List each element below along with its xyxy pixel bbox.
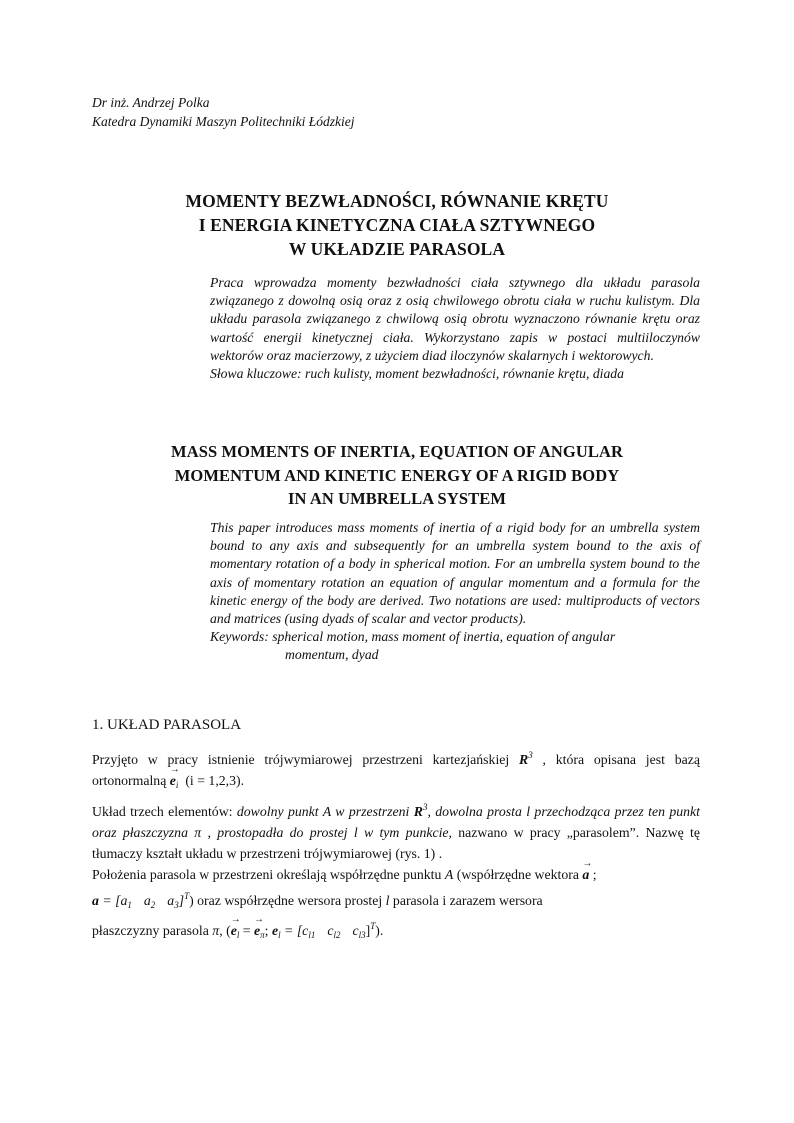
superscript-T: T xyxy=(370,921,376,932)
subscript: 3 xyxy=(174,899,179,910)
symbol-R: R xyxy=(519,752,529,767)
subscript: i xyxy=(175,780,179,791)
vector-e: → e xyxy=(231,920,237,941)
section-body xyxy=(92,745,700,946)
symbol-pi: π xyxy=(212,923,220,939)
title-english xyxy=(92,440,702,511)
title-en-line1: MASS MOMENTS OF INERTIA, EQUATION OF ANGULAR xyxy=(171,442,623,461)
subscript: l xyxy=(236,930,240,941)
author-name: Dr inż. Andrzej Polka xyxy=(92,95,210,110)
abstract-pl-text: Praca wprowadza momenty bezwładności ciała sztywnego dla układu parasola związanego z dowolną osią oraz z osią chwilowego obrotu ciała w ruchu kulistym. Dla układu parasola związanego z chwilową osią obrotu wyznaczono równanie krętu oraz wartość energii kinetycznej ciała. Wykorzystano zapis w postaci multiiloczynów wektorów oraz macierzowy, z użyciem diad iloczynów skalarnych i wektorowych. xyxy=(210,275,700,363)
text-span: Układ trzech elementów: xyxy=(92,803,237,819)
paragraph-2 xyxy=(92,797,700,865)
title-polish xyxy=(92,189,702,261)
text-span: (współrzędne wektora xyxy=(453,867,583,883)
text-span: (i = 1,2,3). xyxy=(185,773,245,789)
text-span: ; xyxy=(589,867,597,883)
abstract-pl-keywords: Słowa kluczowe: ruch kulisty, moment bezwładności, równanie krętu, diada xyxy=(210,366,624,382)
subscript: l2 xyxy=(333,930,341,941)
paragraph-3 xyxy=(92,864,700,946)
text-span: , która opisana jest bazą ortonormalną xyxy=(92,752,700,789)
text-span: ). xyxy=(375,923,384,939)
section-heading: 1. UKŁAD PARASOLA xyxy=(92,717,242,733)
abstract-en-keywords: Keywords: spherical motion, mass moment of inertia, equation of angular xyxy=(210,629,616,645)
symbol-e-bold: e xyxy=(271,923,279,939)
text-span: ; xyxy=(264,923,272,939)
abstract-english xyxy=(210,519,700,665)
subscript: 2 xyxy=(150,899,156,910)
symbol-c: c xyxy=(352,923,359,939)
text-span: , dowolna prosta l przechodząca przez ten punkt oraz płaszczyzna π , prostopadła do prostej l w tym punkcie, xyxy=(92,803,700,840)
bracket: ] xyxy=(178,892,185,908)
subscript: 1 xyxy=(127,899,132,910)
vector-e: → e xyxy=(170,770,176,791)
author-block xyxy=(92,93,354,131)
symbol-a: a xyxy=(167,892,175,908)
superscript: 3 xyxy=(528,750,533,760)
superscript-T: T xyxy=(184,890,190,901)
vector-a: → a xyxy=(582,864,589,885)
subscript: l1 xyxy=(308,930,316,941)
text-span: parasola i zarazem wersora xyxy=(389,892,543,908)
vector-e: → e xyxy=(254,920,260,941)
abstract-en-keywords-cont: momentum, dyad xyxy=(285,647,379,663)
text-span: płaszczyzny parasola xyxy=(92,923,213,939)
symbol-l: l xyxy=(385,892,390,908)
text-span: dowolny punkt A w przestrzeni xyxy=(236,803,414,819)
symbol-a-bold: a xyxy=(92,892,99,908)
subscript: l3 xyxy=(358,930,366,941)
symbol-c: c xyxy=(327,923,334,939)
symbol-R: R xyxy=(413,803,423,819)
title-pl-line3: W UKŁADZIE PARASOLA xyxy=(288,239,506,259)
matrix-a: $a = [a_1$ $a_2$ $a_3]^T$ xyxy=(92,890,190,910)
author-affiliation: Katedra Dynamiki Maszyn Politechniki Łódzkiej xyxy=(92,114,355,129)
paragraph-1 xyxy=(92,745,700,797)
text-span: , ( xyxy=(219,923,231,939)
superscript: 3 xyxy=(422,801,428,812)
text-span: Położenia parasola w przestrzeni określają współrzędne punktu xyxy=(92,867,445,883)
bracket: ] xyxy=(365,923,371,939)
symbol-A: A xyxy=(444,867,454,883)
text-span: = xyxy=(239,923,255,939)
text-span: = [c xyxy=(280,923,309,939)
symbol-a: a xyxy=(120,892,128,908)
abstract-polish xyxy=(210,274,700,383)
symbol-a: a xyxy=(143,892,151,908)
abstract-en-text: This paper introduces mass moments of inertia of a rigid body for an umbrella system bound to any axis and subsequently for an umbrella system bound to the axis of momentary rotation of a body in spherical motion. For an umbrella system bound to the axis of momentary rotation an equation of angular momentum and a formula for the kinetic energy of the body are derived. Two notations are used: multiproducts of vectors and matrices (using dyads of scalar and vector products). xyxy=(210,520,700,627)
subscript: π xyxy=(260,930,265,941)
subscript: l xyxy=(278,930,281,941)
text-span: Przyjęto w pracy istnienie trójwymiarowej przestrzeni kartezjańskiej xyxy=(92,752,520,767)
title-en-line3: IN AN UMBRELLA SYSTEM xyxy=(287,489,507,508)
title-en-line2: MOMENTUM AND KINETIC ENERGY OF A RIGID BODY xyxy=(174,465,620,485)
text-span: nazwano w pracy „parasolem”. Nazwę tę tłumaczy kształt układu w przestrzeni trójwymiarowej (rys. 1) . xyxy=(92,824,700,862)
text-span: ) oraz współrzędne wersora prostej xyxy=(189,892,386,908)
title-pl-line2: I ENERGIA KINETYCZNA CIAŁA SZTYWNEGO xyxy=(198,215,596,235)
title-pl-line1: MOMENTY BEZWŁADNOŚCI, RÓWNANIE KRĘTU xyxy=(185,191,609,211)
